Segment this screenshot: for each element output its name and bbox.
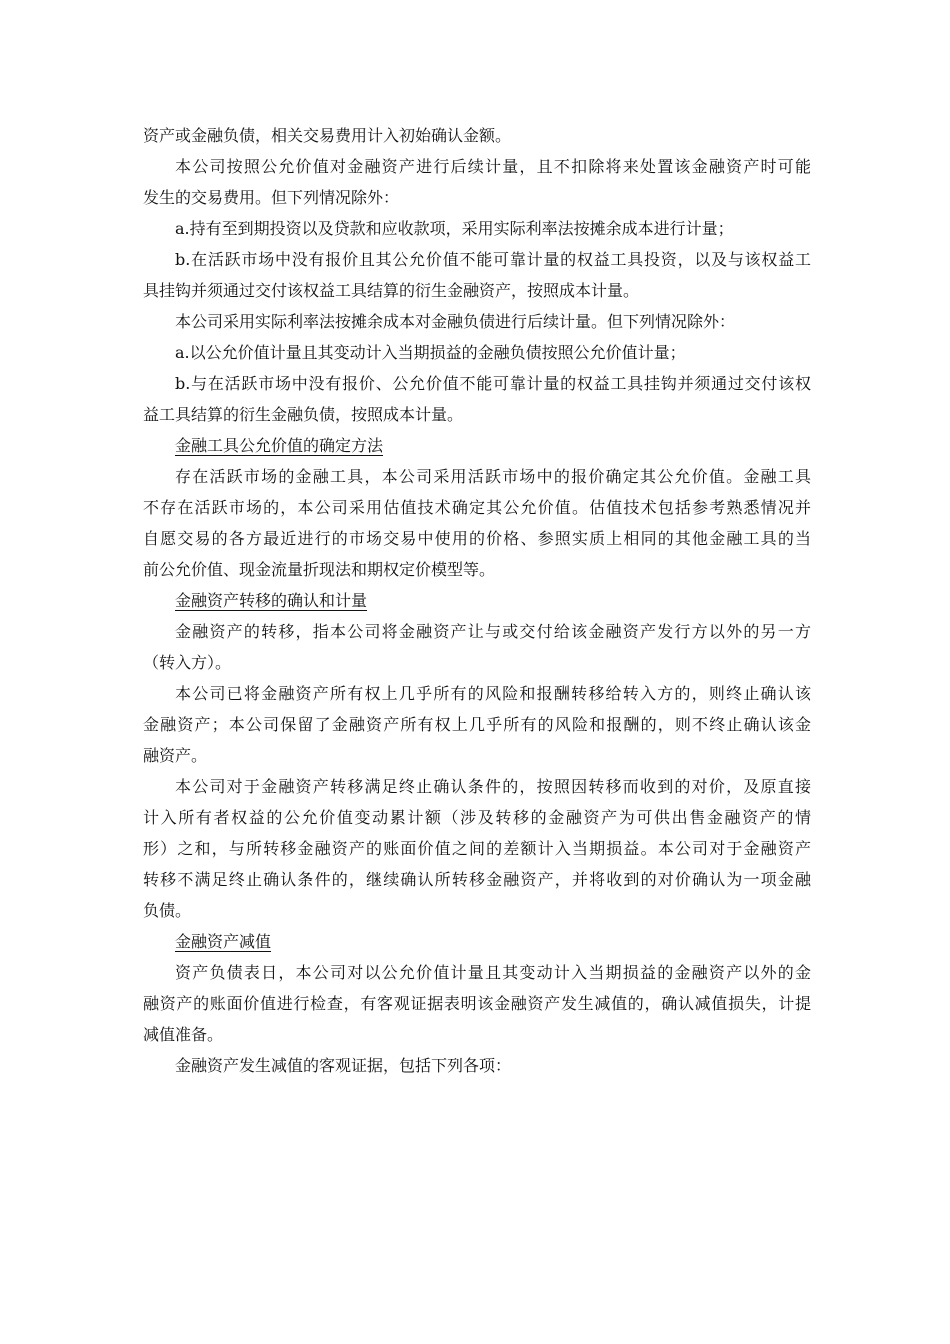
- paragraph: [143, 213, 811, 244]
- paragraph-line: 不存在活跃市场的，本公司采用估值技术确定其公允价值。估值技术包括参考熟悉情况并: [143, 498, 811, 517]
- paragraph-line: a.以公允价值计量且其变动计入当期损益的金融负债按照公允价值计量；: [175, 343, 686, 362]
- paragraph-line: 形）之和，与所转移金融资产的账面价值之间的差额计入当期损益。本公司对于金融资产: [143, 839, 811, 858]
- paragraph-line: 融资产的账面价值进行检查，有客观证据表明该金融资产发生减值的，确认减值损失，计提: [143, 994, 811, 1013]
- paragraph-line: 负债。: [143, 901, 192, 920]
- paragraph-line: 本公司按照公允价值对金融资产进行后续计量，且不扣除将来处置该金融资产时可能: [175, 157, 811, 176]
- paragraph: [143, 337, 811, 368]
- paragraph-line: 资产负债表日，本公司对以公允价值计量且其变动计入当期损益的金融资产以外的金: [175, 963, 811, 982]
- paragraph-line: 资产或金融负债，相关交易费用计入初始确认金额。: [143, 126, 512, 145]
- paragraph-line: 融资产。: [143, 746, 208, 765]
- paragraph-line: 具挂钩并须通过交付该权益工具结算的衍生金融资产，按照成本计量。: [143, 281, 640, 300]
- paragraph-line: 发生的交易费用。但下列情况除外：: [143, 188, 400, 207]
- paragraph-line: 前公允价值、现金流量折现法和期权定价模型等。: [143, 560, 496, 579]
- paragraph: [143, 957, 811, 1050]
- heading-text: 金融资产转移的确认和计量: [175, 591, 368, 610]
- document-page: [143, 120, 811, 1081]
- paragraph-line: 金融资产；本公司保留了金融资产所有权上几乎所有的风险和报酬的，则不终止确认该金: [143, 715, 811, 734]
- paragraph: [143, 120, 811, 151]
- paragraph-line: 本公司采用实际利率法按摊余成本对金融负债进行后续计量。但下列情况除外：: [175, 312, 736, 331]
- paragraph: [143, 244, 811, 306]
- paragraph-line: b.在活跃市场中没有报价且其公允价值不能可靠计量的权益工具投资，以及与该权益工: [175, 250, 811, 269]
- paragraph: [143, 151, 811, 213]
- paragraph-line: a.持有至到期投资以及贷款和应收款项，采用实际利率法按摊余成本进行计量；: [175, 219, 734, 238]
- paragraph: [143, 306, 811, 337]
- heading-text: 金融资产减值: [175, 932, 272, 951]
- paragraph-line: 减值准备。: [143, 1025, 224, 1044]
- paragraph-line: 金融资产发生减值的客观证据，包括下列各项：: [175, 1056, 512, 1075]
- section-heading: [143, 926, 811, 957]
- paragraph-line: 自愿交易的各方最近进行的市场交易中使用的价格、参照实质上相同的其他金融工具的当: [143, 529, 811, 548]
- paragraph: [143, 461, 811, 585]
- paragraph-line: （转入方）。: [143, 653, 232, 672]
- paragraph-line: 存在活跃市场的金融工具，本公司采用活跃市场中的报价确定其公允价值。金融工具: [175, 467, 811, 486]
- paragraph: [143, 368, 811, 430]
- paragraph-line: 转移不满足终止确认条件的，继续确认所转移金融资产，并将收到的对价确认为一项金融: [143, 870, 811, 889]
- section-heading: [143, 585, 811, 616]
- paragraph: [143, 616, 811, 678]
- paragraph: [143, 678, 811, 771]
- paragraph-line: b.与在活跃市场中没有报价、公允价值不能可靠计量的权益工具挂钩并须通过交付该权: [175, 374, 811, 393]
- paragraph-line: 计入所有者权益的公允价值变动累计额（涉及转移的金融资产为可供出售金融资产的情: [143, 808, 811, 827]
- paragraph-line: 益工具结算的衍生金融负债，按照成本计量。: [143, 405, 464, 424]
- paragraph-line: 金融资产的转移，指本公司将金融资产让与或交付给该金融资产发行方以外的另一方: [175, 622, 811, 641]
- paragraph-line: 本公司对于金融资产转移满足终止确认条件的，按照因转移而收到的对价，及原直接: [175, 777, 811, 796]
- paragraph: [143, 771, 811, 926]
- section-heading: [143, 430, 811, 461]
- paragraph-line: 本公司已将金融资产所有权上几乎所有的风险和报酬转移给转入方的，则终止确认该: [175, 684, 811, 703]
- paragraph: [143, 1050, 811, 1081]
- heading-text: 金融工具公允价值的确定方法: [175, 436, 384, 455]
